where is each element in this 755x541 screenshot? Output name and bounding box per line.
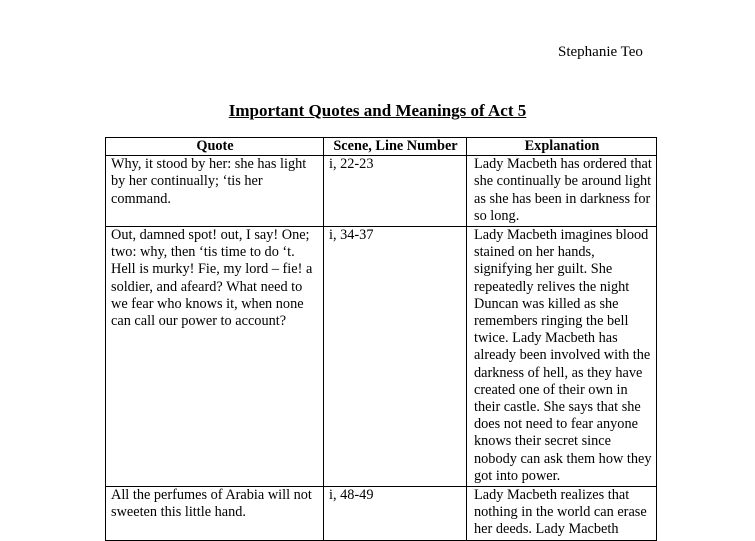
table-row	[106, 227, 657, 487]
table-header-row	[106, 138, 657, 156]
column-header-explanation: Explanation	[467, 138, 657, 156]
column-header-scene-line: Scene, Line Number	[324, 138, 467, 156]
document-title: Important Quotes and Meanings of Act 5	[228, 101, 527, 120]
author-name: Stephanie Teo	[558, 44, 643, 60]
quote-cell: Why, it stood by her: she has light by her continually; ‘tis her command.	[106, 156, 324, 227]
table-row	[106, 487, 657, 541]
quotes-table	[105, 137, 657, 541]
scene-line-cell: i, 22-23	[324, 156, 467, 227]
quote-cell: Out, damned spot! out, I say! One; two: why, then ‘tis time to do ‘t. Hell is murky! Fie, my lord – fie! a soldier, and afeard? What need to we fear who knows it, when none can call our power to account?	[106, 227, 324, 487]
explanation-cell: Lady Macbeth realizes that nothing in the world can erase her deeds. Lady Macbeth	[467, 487, 657, 541]
column-header-quote: Quote	[106, 138, 324, 156]
quote-cell: All the perfumes of Arabia will not sweeten this little hand.	[106, 487, 324, 541]
scene-line-cell: i, 34-37	[324, 227, 467, 487]
scene-line-cell: i, 48-49	[324, 487, 467, 541]
table-row	[106, 156, 657, 227]
explanation-cell: Lady Macbeth has ordered that she continually be around light as she has been in darkness for so long.	[467, 156, 657, 227]
explanation-cell: Lady Macbeth imagines blood stained on her hands, signifying her guilt. She repeatedly relives the night Duncan was killed as she remembers ringing the bell twice. Lady Macbeth has already been involved with the darkness of hell, as they have created one of their own in their castle. She says that she does not need to fear anyone knows their secret since nobody can ask them how they got into power.	[467, 227, 657, 487]
